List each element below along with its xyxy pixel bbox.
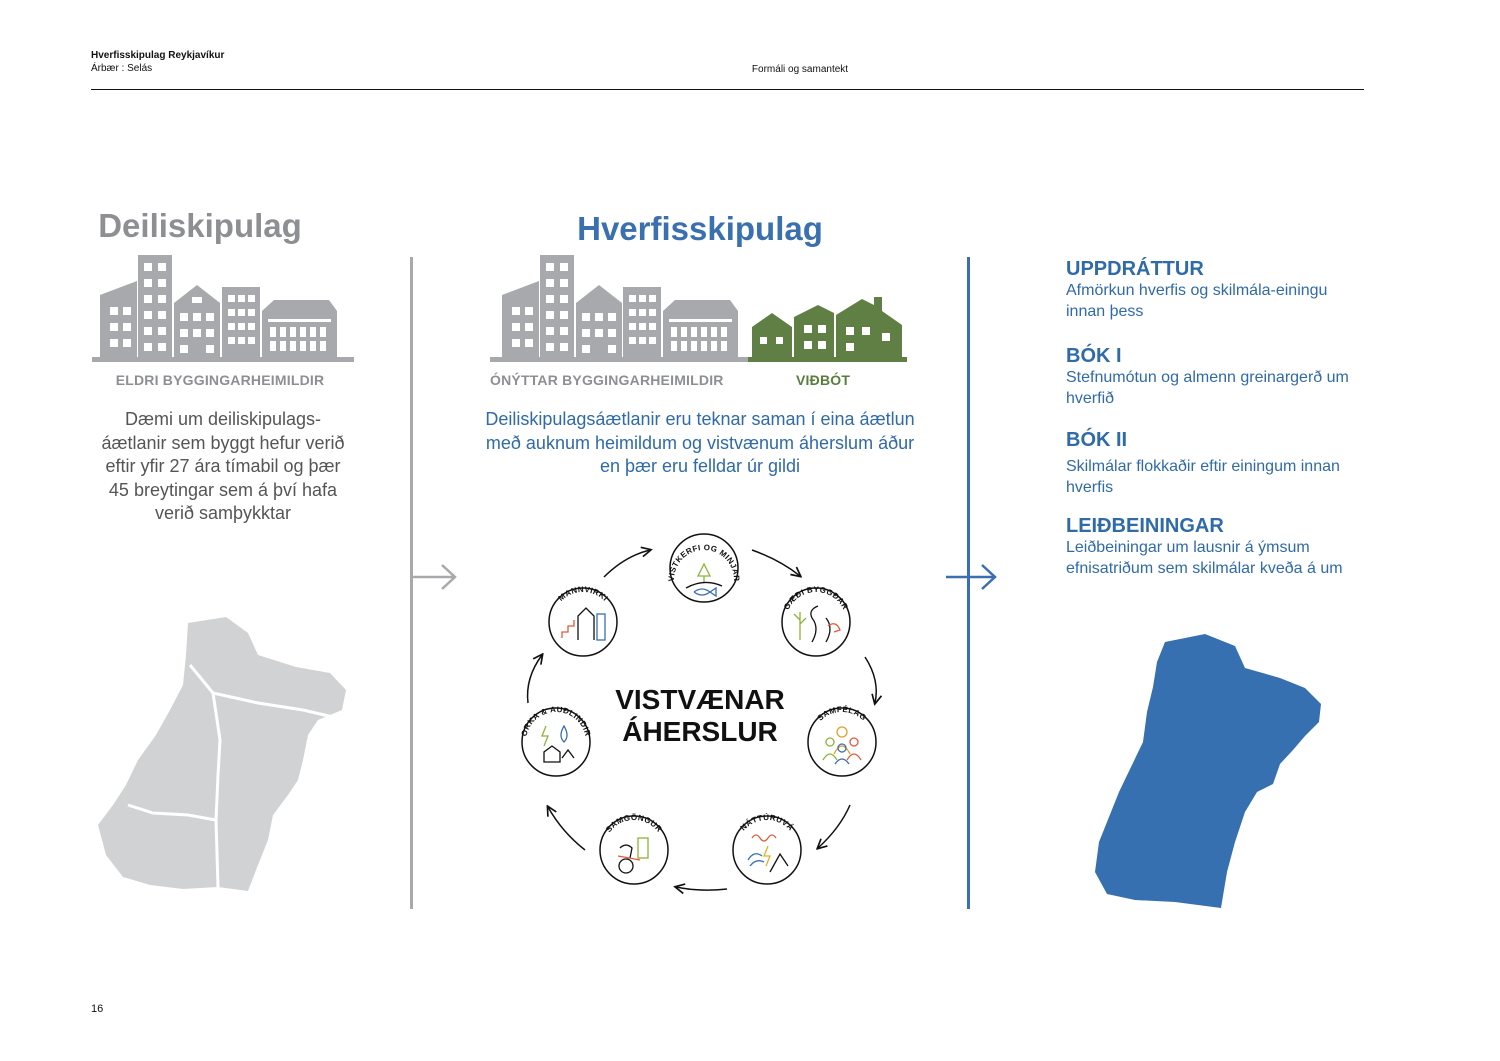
right-item-text: Leiðbeiningar um lausnir á ýmsum efnisatriðum sem skilmálar kveða á um [1066, 539, 1343, 577]
cycle-title-line2: ÁHERSLUR [622, 716, 778, 747]
right-item-title: BÓK II [1066, 429, 1128, 451]
right-item-map [1066, 258, 1366, 322]
left-description: Dæmi um deiliskipulags-áætlanir sem byggt hefur verið eftir yfir 27 ára tímabil og þær 45 breytingar sem á því hafa verið samþykktar [101, 409, 345, 523]
ecosystem-icon [670, 534, 738, 602]
cycle-label: VISTKERFI OG MINJAR [666, 542, 742, 582]
arrow-right-gray-icon [412, 562, 458, 592]
cycle-label: NÁTTÚRUVÁ [738, 812, 796, 833]
cycle-label: SAMFÉLAG [815, 704, 869, 723]
district-name: Árbær : Selás [91, 63, 153, 74]
right-item-title: UPPDRÁTTUR [1066, 258, 1204, 280]
right-item-title: BÓK I [1066, 345, 1122, 367]
cycle-label: ORKA & AUÐLINDIR [519, 704, 593, 738]
cycle-label: GÆÐI BYGGÐAR [782, 584, 850, 612]
right-item-text: Stefnumótun og almenn greinargerð um hverfið [1066, 369, 1349, 407]
left-caption: ELDRI BYGGINGARHEIMILDIR [115, 372, 325, 388]
middle-description: Deiliskipulagsáætlanir eru teknar saman í eina áætlun með auknum heimildum og vistvænum áherslum áður en þær eru felldar úr gildi [485, 409, 915, 476]
right-item-text: Skilmálar flokkaðir eftir einingum innan hverfis [1066, 458, 1340, 496]
unused-permits-caption: ÓNÝTTAR BYGGINGARHEIMILDIR [490, 372, 724, 388]
right-item-title: LEIÐBEININGAR [1066, 515, 1224, 537]
arrow-right-blue-icon [946, 562, 998, 592]
neighbourhood-plan-map [1095, 632, 1327, 912]
cycle-title-line1: VISTVÆNAR [615, 684, 785, 715]
right-item-book1 [1066, 345, 1366, 409]
middle-heading: Hverfisskipulag [577, 210, 823, 247]
old-plan-map [98, 615, 348, 895]
right-item-guidelines [1066, 515, 1366, 579]
page-number: 16 [91, 1003, 104, 1015]
right-item-text: Afmörkun hverfis og skilmála-einingu innan þess [1066, 282, 1328, 320]
document-title: Hverfisskipulag Reykjavíkur [91, 50, 225, 61]
cycle-center-title [590, 684, 810, 748]
cycle-label: SAMGÖNGUR [604, 812, 664, 834]
addition-caption: VIÐBÓT [796, 372, 851, 388]
cycle-label: MANNVIRKI [556, 584, 610, 603]
section-title: Formáli og samantekt [751, 64, 849, 75]
old-buildings-illustration [92, 255, 354, 363]
left-heading: Deiliskipulag [98, 207, 302, 244]
right-item-book2 [1066, 429, 1366, 498]
header-rule [91, 89, 1364, 90]
new-buildings-illustration [490, 255, 910, 363]
